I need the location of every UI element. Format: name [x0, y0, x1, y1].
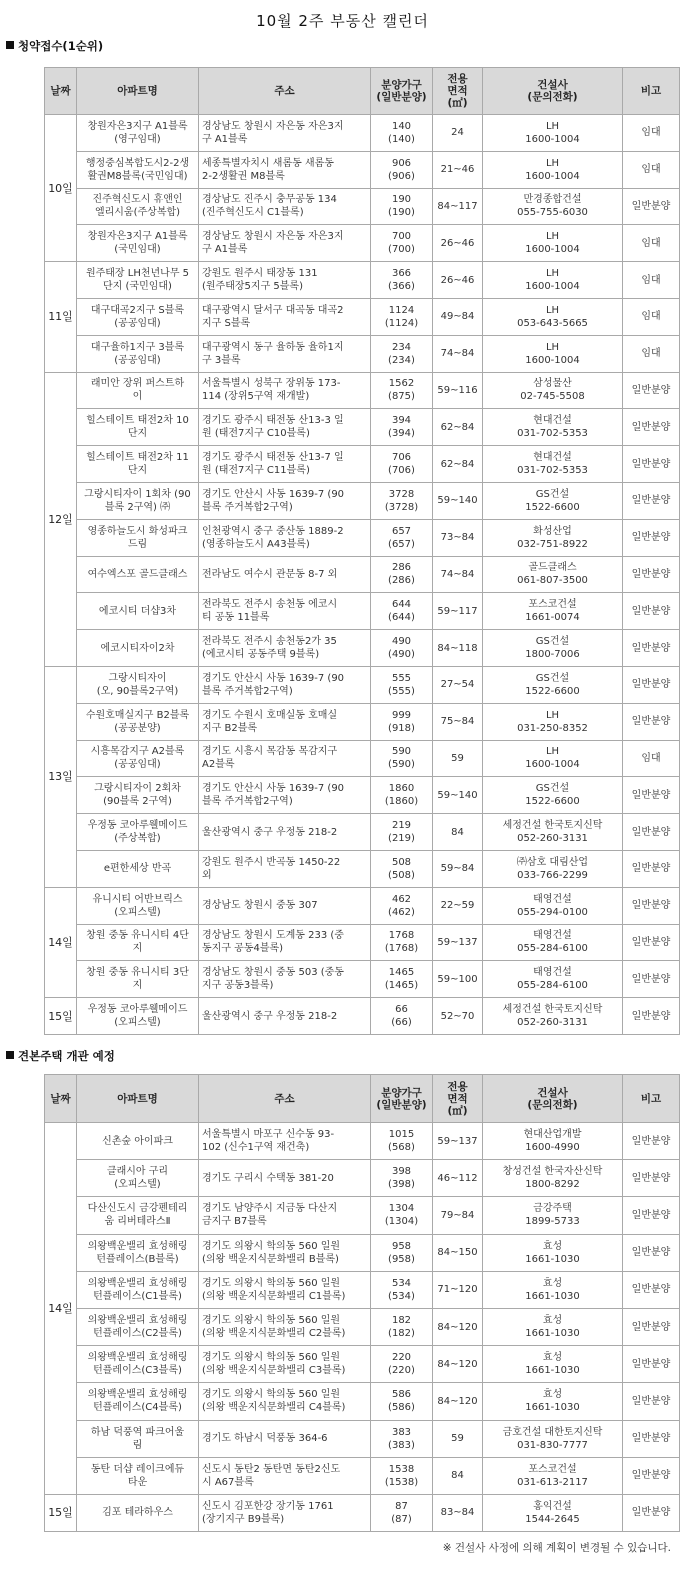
area-cell: 59~137 [433, 924, 483, 961]
supply-cell: 534 (534) [371, 1271, 433, 1308]
builder-cell: 효성 1661-1030 [483, 1308, 623, 1345]
area-cell: 59~117 [433, 593, 483, 630]
apartment-name-cell: 래미안 장위 퍼스트하 이 [77, 372, 199, 409]
area-cell: 84 [433, 1457, 483, 1494]
apartment-name-cell: 의왕백운밸리 효성해링 턴플레이스(C4블록) [77, 1383, 199, 1420]
table-row [45, 1197, 680, 1234]
address-cell: 서울특별시 마포구 신수동 93- 102 (신수1구역 재건축) [199, 1123, 371, 1160]
table-row [45, 372, 680, 409]
supply-cell: 219 (219) [371, 814, 433, 851]
area-cell: 83~84 [433, 1494, 483, 1531]
address-cell: 경기도 시흥시 목감동 목감지구 A2블록 [199, 740, 371, 777]
address-cell: 강원도 원주시 태장동 131 (원주태장5지구 5블록) [199, 262, 371, 299]
note-cell: 일반분양 [623, 556, 680, 593]
address-cell: 경기도 안산시 사동 1639-7 (90 블록 주거복합2구역) [199, 482, 371, 519]
builder-cell: 태영건설 055-284-6100 [483, 961, 623, 998]
note-cell: 일반분양 [623, 998, 680, 1035]
table-row [45, 409, 680, 446]
supply-cell: 286 (286) [371, 556, 433, 593]
supply-cell: 3728 (3728) [371, 482, 433, 519]
area-cell: 71~120 [433, 1271, 483, 1308]
header-note: 비고 [623, 1075, 680, 1123]
area-cell: 59 [433, 740, 483, 777]
section-heading-subscription: 청약접수(1순위) [6, 38, 103, 54]
supply-cell: 1465 (1465) [371, 961, 433, 998]
table-row [45, 446, 680, 483]
builder-cell: 홍익건설 1544-2645 [483, 1494, 623, 1531]
area-cell: 73~84 [433, 519, 483, 556]
builder-cell: LH 1600-1004 [483, 115, 623, 152]
builder-cell: 세정건설 한국토지신탁 052-260-3131 [483, 814, 623, 851]
supply-cell: 508 (508) [371, 850, 433, 887]
table-body [45, 115, 680, 1035]
area-cell: 24 [433, 115, 483, 152]
table-row [45, 1494, 680, 1531]
table-row [45, 519, 680, 556]
area-cell: 21~46 [433, 151, 483, 188]
apartment-name-cell: 에코시티 더샵3차 [77, 593, 199, 630]
table-row [45, 850, 680, 887]
address-cell: 전라북도 전주시 송천동2가 35 (에코시티 공동주택 9블록) [199, 630, 371, 667]
area-cell: 84~117 [433, 188, 483, 225]
builder-cell: 효성 1661-1030 [483, 1383, 623, 1420]
table-row [45, 1123, 680, 1160]
address-cell: 울산광역시 중구 우정동 218-2 [199, 814, 371, 851]
address-cell: 강원도 원주시 반곡동 1450-22 외 [199, 850, 371, 887]
apartment-name-cell: 수원호매실지구 B2블록 (공공분양) [77, 703, 199, 740]
apartment-name-cell: 에코시티자이2차 [77, 630, 199, 667]
area-cell: 84~150 [433, 1234, 483, 1271]
area-cell: 59~140 [433, 777, 483, 814]
area-cell: 59~137 [433, 1123, 483, 1160]
supply-cell: 1538 (1538) [371, 1457, 433, 1494]
supply-cell: 490 (490) [371, 630, 433, 667]
supply-cell: 590 (590) [371, 740, 433, 777]
apartment-name-cell: 김포 테라하우스 [77, 1494, 199, 1531]
area-cell: 62~84 [433, 446, 483, 483]
area-cell: 59~84 [433, 850, 483, 887]
address-cell: 경기도 광주시 태전동 산13-3 일 원 (태전7지구 C10블록) [199, 409, 371, 446]
builder-cell: LH 1600-1004 [483, 262, 623, 299]
table-row [45, 777, 680, 814]
table-row [45, 814, 680, 851]
apartment-name-cell: 우정동 코아루웰메이드 (오피스텔) [77, 998, 199, 1035]
header-supply: 분양가구 (일반분양) [371, 1075, 433, 1123]
apartment-name-cell: 의왕백운밸리 효성해링 턴플레이스(C2블록) [77, 1308, 199, 1345]
area-cell: 59~116 [433, 372, 483, 409]
address-cell: 경기도 의왕시 학의동 560 일원 (의왕 백운지식문화밸리 C3블록) [199, 1346, 371, 1383]
apartment-name-cell: 하남 덕풍역 파크어울 림 [77, 1420, 199, 1457]
table-row [45, 1383, 680, 1420]
table-row [45, 593, 680, 630]
apartment-name-cell: 다산신도시 금강펜테리 움 리버테라스Ⅱ [77, 1197, 199, 1234]
date-cell: 12일 [45, 372, 77, 666]
area-cell: 79~84 [433, 1197, 483, 1234]
note-cell: 임대 [623, 298, 680, 335]
table-row [45, 961, 680, 998]
header-address: 주소 [199, 68, 371, 115]
apartment-name-cell: 우정동 코아루웰메이드 (주상복합) [77, 814, 199, 851]
address-cell: 세종특별자치시 새롬동 새롬동 2-2생활권 M8블록 [199, 151, 371, 188]
note-cell: 일반분양 [623, 1123, 680, 1160]
supply-cell: 555 (555) [371, 666, 433, 703]
date-cell: 10일 [45, 115, 77, 262]
page-title: 10월 2주 부동산 캘린더 [256, 12, 429, 30]
header-area: 전용 면적 (㎡) [433, 68, 483, 115]
address-cell: 서울특별시 성북구 장위동 173- 114 (장위5구역 재개발) [199, 372, 371, 409]
address-cell: 신도시 김포한강 장기동 1761 (장기지구 B9블록) [199, 1494, 371, 1531]
table-row [45, 630, 680, 667]
builder-cell: 포스코건설 031-613-2117 [483, 1457, 623, 1494]
builder-cell: 화성산업 032-751-8922 [483, 519, 623, 556]
table-row [45, 115, 680, 152]
address-cell: 전라북도 전주시 송천동 에코시 티 공동 11블록 [199, 593, 371, 630]
note-cell: 임대 [623, 335, 680, 372]
note-cell: 일반분양 [623, 1457, 680, 1494]
note-cell: 일반분양 [623, 887, 680, 924]
table-row [45, 298, 680, 335]
address-cell: 울산광역시 중구 우정동 218-2 [199, 998, 371, 1035]
supply-cell: 394 (394) [371, 409, 433, 446]
area-cell: 26~46 [433, 225, 483, 262]
supply-cell: 140 (140) [371, 115, 433, 152]
address-cell: 신도시 동탄2 동탄면 동탄2신도 시 A67블록 [199, 1457, 371, 1494]
apartment-name-cell: 신촌숲 아이파크 [77, 1123, 199, 1160]
apartment-name-cell: 대구율하1지구 3블록 (공공임대) [77, 335, 199, 372]
model-house-table [44, 1074, 680, 1532]
address-cell: 경기도 수원시 호매실동 호매실 지구 B2블록 [199, 703, 371, 740]
apartment-name-cell: 진주혁신도시 휴앤인 엘리시움(주상복합) [77, 188, 199, 225]
builder-cell: GS건설 1522-6600 [483, 777, 623, 814]
note-cell: 일반분양 [623, 630, 680, 667]
builder-cell: 효성 1661-1030 [483, 1271, 623, 1308]
supply-cell: 190 (190) [371, 188, 433, 225]
builder-cell: ㈜삼호 대림산업 033-766-2299 [483, 850, 623, 887]
builder-cell: 금호건설 대한토지신탁 031-830-7777 [483, 1420, 623, 1457]
date-cell: 14일 [45, 887, 77, 997]
table-row [45, 1271, 680, 1308]
table-row [45, 740, 680, 777]
table-row [45, 1308, 680, 1345]
header-area: 전용 면적 (㎡) [433, 1075, 483, 1123]
table-row [45, 556, 680, 593]
builder-cell: 현대건설 031-702-5353 [483, 446, 623, 483]
supply-cell: 66 (66) [371, 998, 433, 1035]
note-cell: 일반분양 [623, 814, 680, 851]
address-cell: 경기도 남양주시 지금동 다산지 금지구 B7블록 [199, 1197, 371, 1234]
note-cell: 임대 [623, 225, 680, 262]
supply-cell: 182 (182) [371, 1308, 433, 1345]
note-cell: 일반분양 [623, 1346, 680, 1383]
builder-cell: GS건설 1522-6600 [483, 482, 623, 519]
apartment-name-cell: 그랑시티자이 (오, 90블록2구역) [77, 666, 199, 703]
builder-cell: 세정건설 한국토지신탁 052-260-3131 [483, 998, 623, 1035]
supply-cell: 706 (706) [371, 446, 433, 483]
header-builder: 건설사 (문의전화) [483, 68, 623, 115]
note-cell: 일반분양 [623, 703, 680, 740]
bullet-square-icon [6, 1051, 14, 1059]
address-cell: 경상남도 창원시 자은동 자은3지 구 A1블록 [199, 225, 371, 262]
builder-cell: 만경종합건설 055-755-6030 [483, 188, 623, 225]
address-cell: 경기도 의왕시 학의동 560 일원 (의왕 백운지식문화밸리 C2블록) [199, 1308, 371, 1345]
address-cell: 경기도 하남시 덕풍동 364-6 [199, 1420, 371, 1457]
address-cell: 경상남도 창원시 중동 503 (중동 지구 공동3블록) [199, 961, 371, 998]
builder-cell: 효성 1661-1030 [483, 1234, 623, 1271]
note-cell: 일반분양 [623, 1383, 680, 1420]
supply-cell: 657 (657) [371, 519, 433, 556]
table-row [45, 666, 680, 703]
address-cell: 대구광역시 동구 율하동 율하1지 구 3블록 [199, 335, 371, 372]
address-cell: 대구광역시 달서구 대곡동 대곡2 지구 S블록 [199, 298, 371, 335]
area-cell: 74~84 [433, 556, 483, 593]
area-cell: 46~112 [433, 1160, 483, 1197]
note-cell: 일반분양 [623, 1420, 680, 1457]
date-cell: 13일 [45, 666, 77, 887]
area-cell: 84~120 [433, 1308, 483, 1345]
supply-cell: 87 (87) [371, 1494, 433, 1531]
apartment-name-cell: 원주태장 LH천년나무 5 단지 (국민임대) [77, 262, 199, 299]
area-cell: 49~84 [433, 298, 483, 335]
header-note: 비고 [623, 68, 680, 115]
note-cell: 일반분양 [623, 446, 680, 483]
area-cell: 84 [433, 814, 483, 851]
address-cell: 경기도 안산시 사동 1639-7 (90 블록 주거복합2구역) [199, 666, 371, 703]
date-cell: 14일 [45, 1123, 77, 1495]
table-row [45, 998, 680, 1035]
area-cell: 84~120 [433, 1346, 483, 1383]
note-cell: 일반분양 [623, 593, 680, 630]
builder-cell: 금강주택 1899-5733 [483, 1197, 623, 1234]
address-cell: 경기도 의왕시 학의동 560 일원 (의왕 백운지식문화밸리 C4블록) [199, 1383, 371, 1420]
supply-cell: 1768 (1768) [371, 924, 433, 961]
supply-cell: 906 (906) [371, 151, 433, 188]
apartment-name-cell: e편한세상 반곡 [77, 850, 199, 887]
note-cell: 일반분양 [623, 409, 680, 446]
note-cell: 임대 [623, 262, 680, 299]
address-cell: 전라남도 여수시 관문동 8-7 외 [199, 556, 371, 593]
address-cell: 경상남도 창원시 중동 307 [199, 887, 371, 924]
header-builder: 건설사 (문의전화) [483, 1075, 623, 1123]
table-header-row [45, 68, 680, 115]
supply-cell: 1562 (875) [371, 372, 433, 409]
note-cell: 일반분양 [623, 1197, 680, 1234]
builder-cell: 현대산업개발 1600-4990 [483, 1123, 623, 1160]
area-cell: 26~46 [433, 262, 483, 299]
apartment-name-cell: 행정중심복합도시2-2생 활권M8블록(국민임대) [77, 151, 199, 188]
apartment-name-cell: 창원 중동 유니시티 4단 지 [77, 924, 199, 961]
table-row [45, 151, 680, 188]
header-apartment-name: 아파트명 [77, 68, 199, 115]
date-cell: 15일 [45, 998, 77, 1035]
area-cell: 62~84 [433, 409, 483, 446]
address-cell: 경상남도 진주시 충무공동 134 (진주혁신도시 C1블록) [199, 188, 371, 225]
header-date: 날짜 [45, 1075, 77, 1123]
address-cell: 경기도 안산시 사동 1639-7 (90 블록 주거복합2구역) [199, 777, 371, 814]
note-cell: 일반분양 [623, 482, 680, 519]
note-cell: 일반분양 [623, 1494, 680, 1531]
supply-cell: 383 (383) [371, 1420, 433, 1457]
note-cell: 임대 [623, 151, 680, 188]
apartment-name-cell: 의왕백운밸리 효성해링 턴플레이스(B블록) [77, 1234, 199, 1271]
supply-cell: 462 (462) [371, 887, 433, 924]
apartment-name-cell: 클래시아 구리 (오피스텔) [77, 1160, 199, 1197]
apartment-name-cell: 힐스테이트 태전2차 11 단지 [77, 446, 199, 483]
area-cell: 59~100 [433, 961, 483, 998]
supply-cell: 1015 (568) [371, 1123, 433, 1160]
builder-cell: LH 031-250-8352 [483, 703, 623, 740]
section-heading-model-house: 견본주택 개관 예정 [6, 1048, 115, 1064]
note-cell: 임대 [623, 740, 680, 777]
builder-cell: 삼성물산 02-745-5508 [483, 372, 623, 409]
table-row [45, 1234, 680, 1271]
builder-cell: LH 1600-1004 [483, 225, 623, 262]
address-cell: 경기도 광주시 태전동 산13-7 일 원 (태전7지구 C11블록) [199, 446, 371, 483]
builder-cell: LH 1600-1004 [483, 335, 623, 372]
address-cell: 경상남도 창원시 자은동 자은3지 구 A1블록 [199, 115, 371, 152]
builder-cell: 태영건설 055-284-6100 [483, 924, 623, 961]
table-row [45, 1420, 680, 1457]
builder-cell: GS건설 1800-7006 [483, 630, 623, 667]
note-cell: 일반분양 [623, 188, 680, 225]
builder-cell: LH 053-643-5665 [483, 298, 623, 335]
address-cell: 경상남도 창원시 도계동 233 (중 동지구 공동4블록) [199, 924, 371, 961]
apartment-name-cell: 창원자은3지구 A1블록 (영구임대) [77, 115, 199, 152]
builder-cell: 효성 1661-1030 [483, 1346, 623, 1383]
apartment-name-cell: 의왕백운밸리 효성해링 턴플레이스(C1블록) [77, 1271, 199, 1308]
header-supply: 분양가구 (일반분양) [371, 68, 433, 115]
supply-cell: 958 (958) [371, 1234, 433, 1271]
supply-cell: 586 (586) [371, 1383, 433, 1420]
table-row [45, 262, 680, 299]
note-cell: 임대 [623, 115, 680, 152]
address-cell: 경기도 구리시 수택동 381-20 [199, 1160, 371, 1197]
apartment-name-cell: 대구대곡2지구 S블록 (공공임대) [77, 298, 199, 335]
apartment-name-cell: 동탄 더샵 레이크에듀 타운 [77, 1457, 199, 1494]
area-cell: 84~118 [433, 630, 483, 667]
supply-cell: 1304 (1304) [371, 1197, 433, 1234]
note-cell: 일반분양 [623, 1271, 680, 1308]
apartment-name-cell: 의왕백운밸리 효성해링 턴플레이스(C3블록) [77, 1346, 199, 1383]
table-row [45, 1457, 680, 1494]
note-cell: 일반분양 [623, 1234, 680, 1271]
date-cell: 15일 [45, 1494, 77, 1531]
area-cell: 59 [433, 1420, 483, 1457]
note-cell: 일반분양 [623, 961, 680, 998]
supply-cell: 234 (234) [371, 335, 433, 372]
address-cell: 경기도 의왕시 학의동 560 일원 (의왕 백운지식문화밸리 B블록) [199, 1234, 371, 1271]
area-cell: 52~70 [433, 998, 483, 1035]
supply-cell: 700 (700) [371, 225, 433, 262]
builder-cell: 포스코건설 1661-0074 [483, 593, 623, 630]
note-cell: 일반분양 [623, 777, 680, 814]
supply-cell: 366 (366) [371, 262, 433, 299]
area-cell: 22~59 [433, 887, 483, 924]
builder-cell: 골드클래스 061-807-3500 [483, 556, 623, 593]
supply-cell: 999 (918) [371, 703, 433, 740]
date-cell: 11일 [45, 262, 77, 372]
footnote: ※ 건설사 사정에 의해 계획이 변경될 수 있습니다. [442, 1542, 671, 1554]
supply-cell: 1860 (1860) [371, 777, 433, 814]
table-row [45, 1160, 680, 1197]
header-date: 날짜 [45, 68, 77, 115]
supply-cell: 220 (220) [371, 1346, 433, 1383]
builder-cell: LH 1600-1004 [483, 151, 623, 188]
table-row [45, 482, 680, 519]
area-cell: 75~84 [433, 703, 483, 740]
apartment-name-cell: 그랑시티자이 2회차 (90블록 2구역) [77, 777, 199, 814]
area-cell: 59~140 [433, 482, 483, 519]
area-cell: 74~84 [433, 335, 483, 372]
subscription-table [44, 67, 680, 1035]
supply-cell: 1124 (1124) [371, 298, 433, 335]
table-header-row [45, 1075, 680, 1123]
table-row [45, 703, 680, 740]
header-apartment-name: 아파트명 [77, 1075, 199, 1123]
address-cell: 경기도 의왕시 학의동 560 일원 (의왕 백운지식문화밸리 C1블록) [199, 1271, 371, 1308]
header-address: 주소 [199, 1075, 371, 1123]
area-cell: 27~54 [433, 666, 483, 703]
table-row [45, 225, 680, 262]
table-body [45, 1123, 680, 1532]
note-cell: 일반분양 [623, 924, 680, 961]
builder-cell: 태영건설 055-294-0100 [483, 887, 623, 924]
apartment-name-cell: 그랑시티자이 1회차 (90 블록 2구역) ㈜ [77, 482, 199, 519]
builder-cell: 현대건설 031-702-5353 [483, 409, 623, 446]
table-row [45, 1346, 680, 1383]
address-cell: 인천광역시 중구 중산동 1889-2 (영종하늘도시 A43블록) [199, 519, 371, 556]
builder-cell: GS건설 1522-6600 [483, 666, 623, 703]
apartment-name-cell: 시흥목감지구 A2블록 (공공임대) [77, 740, 199, 777]
note-cell: 일반분양 [623, 1160, 680, 1197]
builder-cell: LH 1600-1004 [483, 740, 623, 777]
table-row [45, 924, 680, 961]
note-cell: 일반분양 [623, 519, 680, 556]
apartment-name-cell: 힐스테이트 태전2차 10 단지 [77, 409, 199, 446]
table-row [45, 188, 680, 225]
note-cell: 일반분양 [623, 850, 680, 887]
apartment-name-cell: 영종하늘도시 화성파크 드림 [77, 519, 199, 556]
supply-cell: 398 (398) [371, 1160, 433, 1197]
note-cell: 일반분양 [623, 1308, 680, 1345]
note-cell: 일반분양 [623, 666, 680, 703]
supply-cell: 644 (644) [371, 593, 433, 630]
bullet-square-icon [6, 41, 14, 49]
apartment-name-cell: 창원자은3지구 A1블록 (국민임대) [77, 225, 199, 262]
builder-cell: 창성건설 한국자산신탁 1800-8292 [483, 1160, 623, 1197]
apartment-name-cell: 여수엑스포 골드클래스 [77, 556, 199, 593]
apartment-name-cell: 유니시티 어반브릭스 (오피스텔) [77, 887, 199, 924]
area-cell: 84~120 [433, 1383, 483, 1420]
note-cell: 일반분양 [623, 372, 680, 409]
table-row [45, 887, 680, 924]
apartment-name-cell: 창원 중동 유니시티 3단 지 [77, 961, 199, 998]
table-row [45, 335, 680, 372]
